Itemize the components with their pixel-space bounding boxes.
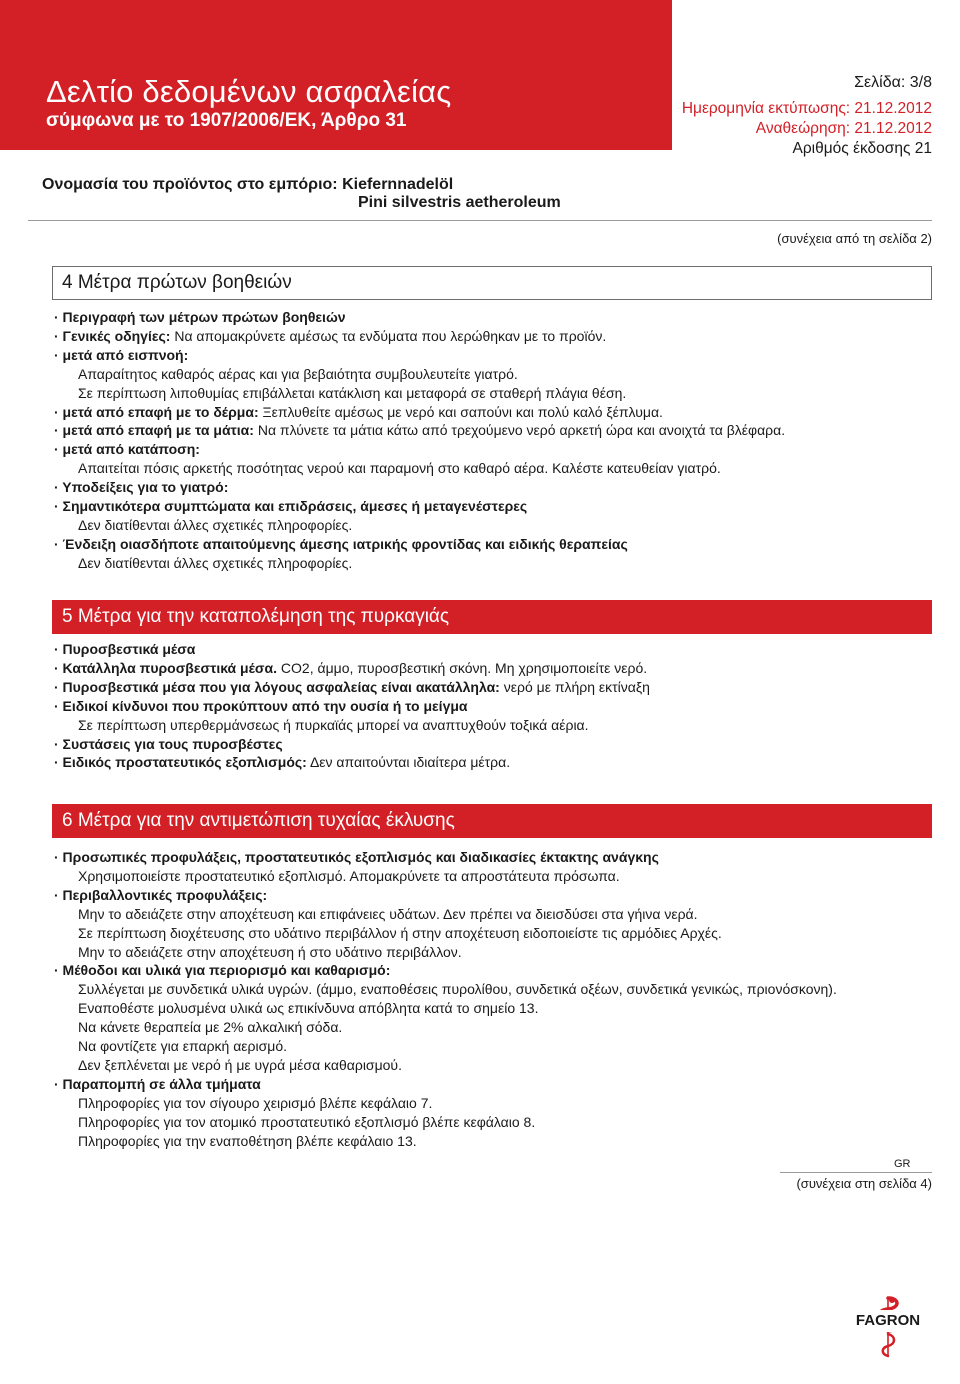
s4-line-1: · Περιγραφή των μέτρων πρώτων βοηθειών	[54, 309, 346, 325]
s4-line-14: Δεν διατίθενται άλλες σχετικές πληροφορίες.	[78, 554, 353, 571]
header-divider	[28, 220, 932, 221]
s6-line-8: Συλλέγεται με συνδετικά υλικά υγρών. (άμμο, εναποθέσεις πυρολίθου, συνδετικά οξέων, συνδετικά γενικώς, πριονόσκονη).	[78, 981, 837, 998]
s4-line-4: Απαραίτητος καθαρός αέρας και για βεβαιότητα συμβουλευτείτε γιατρό.	[78, 365, 518, 382]
footer-divider	[780, 1172, 932, 1173]
product-name-line	[42, 176, 453, 194]
s6-line-13: · Παραπομπή σε άλλα τμήματα	[54, 1075, 261, 1092]
s6-line-14: Πληροφορίες για τον σίγουρο χειρισμό βλέπε κεφάλαιο 7.	[78, 1094, 433, 1111]
section-5-title: 5 Μέτρα για την καταπολέμηση της πυρκαγιάς	[62, 606, 450, 627]
s6-line-16: Πληροφορίες για την εναποθέτηση βλέπε κεφάλαιο 13.	[78, 1132, 417, 1149]
page-number: Σελίδα: 3/8	[854, 74, 932, 91]
s6-line-11: Να φοντίζετε για επαρκή αερισμό.	[78, 1038, 287, 1055]
s6-line-3: · Περιβαλλοντικές προφυλάξεις:	[54, 886, 268, 903]
s4-line-6-label: · μετά από επαφή με το δέρμα:	[54, 403, 259, 420]
section-4-title: 4 Μέτρα πρώτων βοηθειών	[62, 272, 292, 293]
section-6-title-box	[52, 804, 932, 838]
s5-line-4: · Ειδικοί κίνδυνοι που προκύπτουν από την ουσία ή το μείγμα	[54, 697, 468, 714]
s6-line-1: · Προσωπικές προφυλάξεις, προστατευτικός εξοπλισμός και διαδικασίες έκτακτης ανάγκης	[54, 849, 659, 865]
product-label: Ονομασία του προϊόντος στο εμπόριο:	[42, 176, 338, 193]
s5-line-3-label: · Πυροσβεστικά μέσα που για λόγους ασφαλείας είναι ακατάλληλα:	[54, 678, 500, 695]
s6-line-2: Χρησιμοποιείστε προστατευτικό εξοπλισμό. Απομακρύνετε τα απροστάτευτα πρόσωπα.	[78, 867, 620, 884]
product-name-2: Pini silvestris aetheroleum	[358, 194, 561, 211]
print-date: Ημερομηνία εκτύπωσης: 21.12.2012	[681, 100, 932, 117]
header-band	[0, 0, 672, 150]
s6-line-7: · Μέθοδοι και υλικά για περιορισμό και καθαρισμό:	[54, 962, 391, 979]
s4-line-9: Απαιτείται πόσις αρκετής ποσότητας νερού και παραμονή στο καθαρό αέρα. Καλέστε κατευθείαν γιατρό.	[78, 460, 721, 477]
s4-line-6: Ξεπλυθείτε αμέσως με νερό και σαπούνι και πολύ καλό ξέπλυμα.	[258, 403, 663, 420]
s6-line-6: Μην το αδειάζετε στην αποχέτευση ή στο υδάτινο περιβάλλον.	[78, 943, 462, 960]
s4-line-12: Δεν διατίθενται άλλες σχετικές πληροφορίες.	[78, 516, 353, 533]
section-4-body	[54, 308, 944, 573]
s4-line-7: Να πλύνετε τα μάτια κάτω από τρεχούμενο νερό αρκετή ώρα και ανοιχτά τα βλέφαρα.	[253, 422, 786, 439]
s5-line-6: · Συστάσεις για τους πυροσβέστες	[54, 735, 283, 752]
product-name-1: Kiefernnadelöl	[342, 176, 454, 193]
s4-line-11: · Σημαντικότερα συμπτώματα και επιδράσεις, άμεσες ή μεταγενέστερες	[54, 498, 528, 515]
s5-line-7: Δεν απαιτούνται ιδιαίτερα μέτρα.	[306, 754, 511, 771]
continued-on: (συνέχεια στη σελίδα 4)	[796, 1176, 932, 1191]
section-6-title: 6 Μέτρα για την αντιμετώπιση τυχαίας έκλυσης	[62, 810, 455, 831]
s4-line-3: · μετά από εισπνοή:	[54, 346, 189, 363]
s6-line-10: Να κάνετε θεραπεία με 2% αλκαλική σόδα.	[78, 1019, 343, 1036]
fagron-logo-icon	[848, 1296, 928, 1360]
s5-line-5: Σε περίπτωση υπερθερμάνσεως ή πυρκαϊάς μπορεί να αναπτυχθούν τοξικά αέρια.	[78, 716, 589, 733]
s4-line-2: Να απομακρύνετε αμέσως τα ενδύματα που λερώθηκαν με το προϊόν.	[170, 327, 607, 344]
document-subtitle: σύμφωνα με το 1907/2006/ΕΚ, Άρθρο 31	[46, 110, 407, 131]
section-4-title-box	[52, 266, 932, 300]
s4-line-5: Σε περίπτωση λιποθυμίας επιβάλλεται κατάκλιση και μεταφορά σε σταθερή πλάγια θέση.	[78, 384, 627, 401]
s6-line-12: Δεν ξεπλένεται με νερό ή με υγρά μέσα καθαρισμού.	[78, 1056, 402, 1073]
version-number: Αριθμός έκδοσης 21	[792, 140, 932, 157]
document-title: Δελτίο δεδομένων ασφαλείας	[46, 74, 452, 109]
s6-line-15: Πληροφορίες για τον ατομικό προστατευτικό εξοπλισμό βλέπε κεφάλαιο 8.	[78, 1113, 536, 1130]
s4-line-8: · μετά από κατάποση:	[54, 441, 200, 458]
section-6-body	[54, 848, 944, 1151]
country-code: GR	[894, 1158, 911, 1170]
section-5-body	[54, 640, 944, 772]
s4-line-10: · Υποδείξεις για το γιατρό:	[54, 479, 229, 496]
s4-line-2-label: · Γενικές οδηγίες:	[54, 327, 171, 344]
s5-line-2-label: · Κατάλληλα πυροσβεστικά μέσα.	[54, 659, 278, 676]
s4-line-13: · Ένδειξη οιασδήποτε απαιτούμενης άμεσης ιατρικής φροντίδας και ειδικής θεραπείας	[54, 535, 628, 552]
s5-line-7-label: · Ειδικός προστατευτικός εξοπλισμός:	[54, 754, 307, 771]
continued-from: (συνέχεια από τη σελίδα 2)	[777, 231, 932, 246]
s6-line-5: Σε περίπτωση διοχέτευσης στο υδάτινο περιβάλλον ή στην αποχέτευση ειδοποιείστε τις αρμόδιες Αρχές.	[78, 924, 722, 941]
revision-date: Αναθεώρηση: 21.12.2012	[755, 120, 932, 137]
logo-text: FAGRON	[855, 1312, 921, 1329]
s6-line-9: Εναποθέστε μολυσμένα υλικά ως επικίνδυνα απόβλητα κατά το σημείο 13.	[78, 1000, 539, 1017]
s5-line-2: CO2, άμμο, πυροσβεστική σκόνη. Μη χρησιμοποιείτε νερό.	[277, 659, 648, 676]
s6-line-4: Μην το αδειάζετε στην αποχέτευση και επιφάνειες υδάτων. Δεν πρέπει να διεισδύσει στα γήινα νερά.	[78, 905, 698, 922]
s5-line-1: · Πυροσβεστικά μέσα	[54, 641, 196, 657]
s4-line-7-label: · μετά από επαφή με τα μάτια:	[54, 422, 254, 439]
s5-line-3: νερό με πλήρη εκτίναξη	[499, 678, 650, 695]
section-5-title-box	[52, 600, 932, 634]
